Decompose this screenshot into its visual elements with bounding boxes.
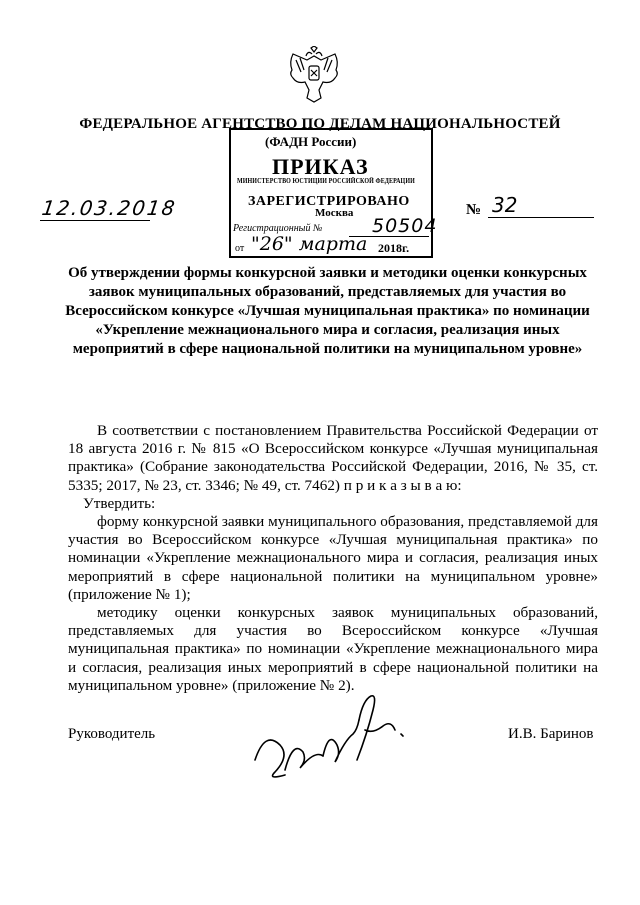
- signatory-position: Руководитель: [68, 726, 156, 742]
- stamp-reg-number: 50504: [372, 215, 438, 237]
- order-date: 12.03.2018: [40, 196, 179, 220]
- stamp-year: 2018г.: [378, 241, 410, 255]
- stamp-registered: ЗАРЕГИСТРИРОВАНО: [248, 194, 410, 209]
- stamp-date: "26" марта: [251, 233, 368, 255]
- stamp-ministry: МИНИСТЕРСТВО ЮСТИЦИИ РОССИЙСКОЙ ФЕДЕРАЦИИ: [237, 177, 415, 185]
- body-paragraph: В соответствии с постановлением Правительства Российской Федерации от 18 августа 2016 г. № 815 «О Всероссийском конкурсе «Лучшая муниципальная практика» (Собрание законодательства Российской Федерации, 2016, № 35, ст. 5335; 2017, № 23, ст. 3346; № 49, ст. 7462) п р и к а з ы в а ю:: [68, 422, 598, 494]
- signatory-name: И.В. Баринов: [508, 726, 594, 742]
- document-type: ПРИКАЗ: [272, 154, 369, 179]
- stamp-reg-label: Регистрационный №: [233, 223, 323, 234]
- order-number-label: №: [466, 202, 482, 218]
- coat-of-arms-icon: [287, 46, 341, 104]
- order-number-line: [488, 217, 594, 218]
- document-body: [68, 422, 598, 695]
- order-number: 32: [492, 193, 518, 217]
- body-paragraph: форму конкурсной заявки муниципального образования, представляемой для участия во Всероссийском конкурсе «Лучшая муниципальная практика» по номинации «Укрепление межнационального мира и согласия, реализация иных мероприятий в сфере национальной политики на муниципальном уровне» (приложение № 1);: [68, 513, 598, 603]
- body-paragraph: Утвердить:: [83, 494, 156, 512]
- agency-short-name: (ФАДН России): [265, 134, 357, 149]
- handwritten-signature-icon: [245, 690, 415, 790]
- order-date-line: [40, 220, 150, 221]
- stamp-city: Москва: [315, 207, 354, 219]
- body-paragraph: методику оценки конкурсных заявок муниципальных образований, представляемых для участия во Всероссийском конкурсе «Лучшая муниципальная практика» по номинации «Укрепление межнационального мира и согласия, реализация иных мероприятий в сфере национальной политики на муниципальном уровне» (приложение № 2).: [68, 604, 598, 694]
- stamp-from: от: [235, 243, 245, 254]
- agency-name: ФЕДЕРАЛЬНОЕ АГЕНТСТВО ПО ДЕЛАМ НАЦИОНАЛЬНОСТЕЙ: [79, 116, 561, 132]
- document-title: Об утверждении формы конкурсной заявки и методики оценки конкурсных заявок муниципальных образований, представляемых для участия во Всероссийском конкурсе «Лучшая муниципальная практика» по номинации «Укрепление межнационального мира и согласия, реализация иных мероприятий в сфере национальной политики на муниципальном уровне»: [65, 265, 590, 357]
- registration-stamp: [229, 128, 438, 258]
